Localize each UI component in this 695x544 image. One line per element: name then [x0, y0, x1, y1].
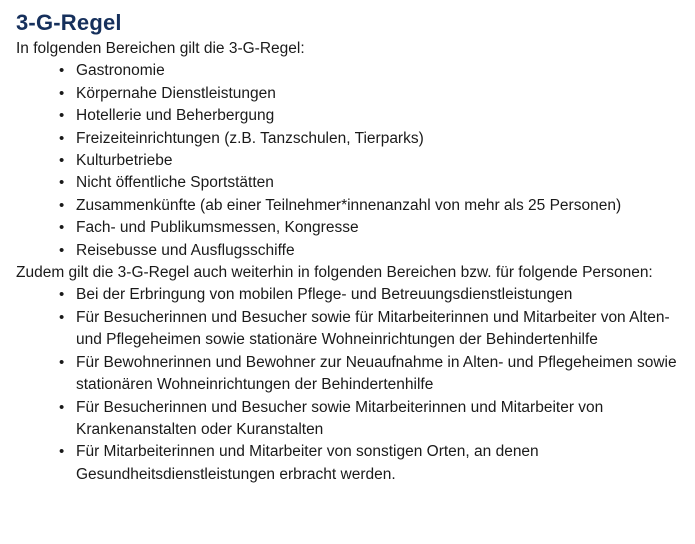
intro-text: In folgenden Bereichen gilt die 3-G-Regel:	[16, 40, 305, 57]
list-item: • Reisebusse und Ausflugsschiffe	[59, 240, 685, 262]
list-item: • Für Mitarbeiterinnen und Mitarbeiter von sonstigen Orten, an denen Gesundheitsdienstleistungen erbracht werden.	[59, 441, 685, 486]
list-item: • Hotellerie und Beherbergung	[59, 105, 685, 127]
list-item: • Freizeiteinrichtungen (z.B. Tanzschulen, Tierparks)	[59, 128, 685, 150]
persons-list	[16, 284, 685, 486]
page-title: 3-G-Regel	[16, 10, 122, 35]
list-item: • Für Besucherinnen und Besucher sowie für Mitarbeiterinnen und Mitarbeiter von Alten- und Pflegeheimen sowie stationäre Wohneinrichtungen der Behindertenhilfe	[59, 307, 685, 352]
list-item: • Gastronomie	[59, 60, 685, 82]
list-item: • Kulturbetriebe	[59, 150, 685, 172]
list-item: • Nicht öffentliche Sportstätten	[59, 172, 685, 194]
list-item: • Bei der Erbringung von mobilen Pflege- und Betreuungsdienstleistungen	[59, 284, 685, 306]
list-item: • Für Bewohnerinnen und Bewohner zur Neuaufnahme in Alten- und Pflegeheimen sowie stationären Wohneinrichtungen der Behindertenhilfe	[59, 352, 685, 397]
list-item: • Fach- und Publikumsmessen, Kongresse	[59, 217, 685, 239]
list-item: • Körpernahe Dienstleistungen	[59, 83, 685, 105]
list-item: • Für Besucherinnen und Besucher sowie Mitarbeiterinnen und Mitarbeiter von Krankenanstalten oder Kuranstalten	[59, 397, 685, 442]
list-item: • Zusammenkünfte (ab einer Teilnehmer*innenanzahl von mehr als 25 Personen)	[59, 195, 685, 217]
areas-list	[16, 60, 685, 262]
continuation-text: Zudem gilt die 3-G-Regel auch weiterhin in folgenden Bereichen bzw. für folgende Personen:	[16, 264, 653, 282]
